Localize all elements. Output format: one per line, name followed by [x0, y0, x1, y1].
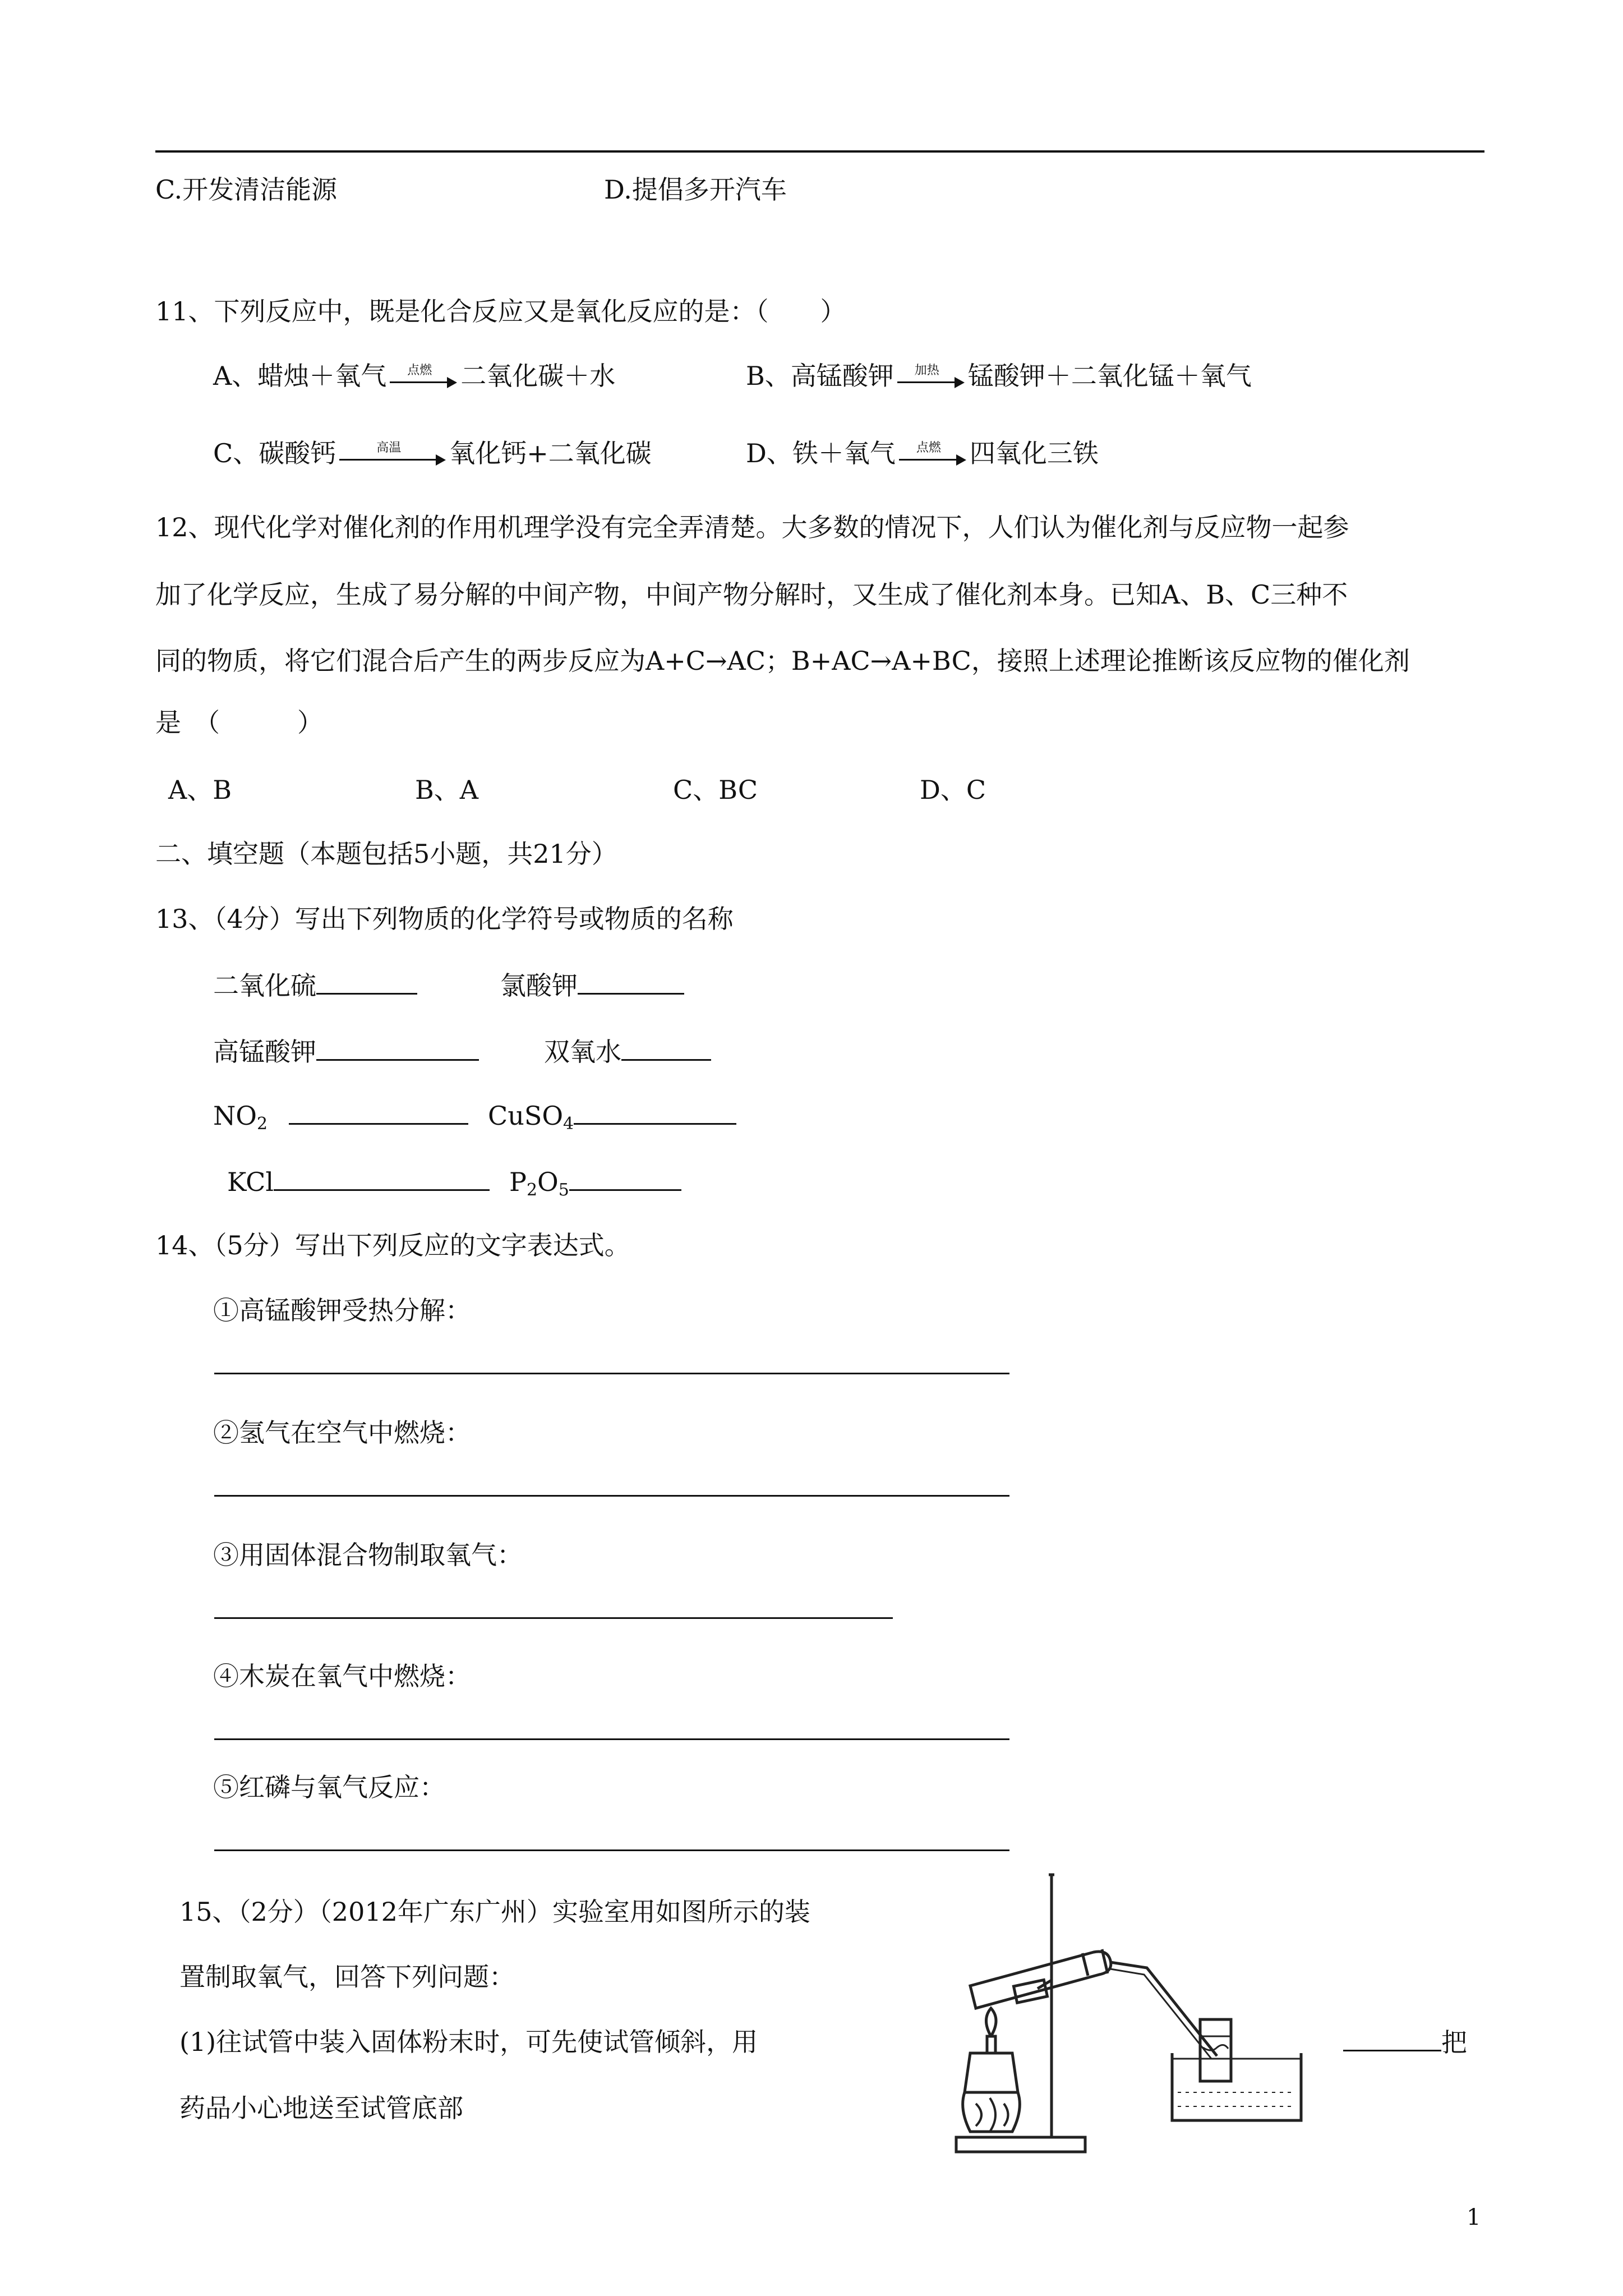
q11-option-c	[213, 436, 652, 470]
q14-stem: 14、（5分）写出下列反应的文字表达式。	[155, 1230, 630, 1260]
q13-item-3-label: 高锰酸钾	[213, 1037, 316, 1067]
q13-item-1-label: 二氧化硫	[213, 970, 316, 1001]
q13-formula-cuso4: CuSO$_4$	[488, 1101, 574, 1134]
q11-option-b	[746, 359, 1252, 393]
q12-option-b: B、A	[415, 775, 479, 805]
q15-blank-suffix: 把	[1441, 2027, 1467, 2058]
q15-line-3: (1)往试管中装入固体粉末时，可先使试管倾斜，用	[179, 2027, 758, 2057]
q13-item-5	[213, 1098, 468, 1133]
answer-line[interactable]	[214, 1617, 893, 1619]
answer-blank[interactable]	[274, 1165, 490, 1191]
answer-blank[interactable]	[316, 1034, 479, 1061]
q11-stem: 11、下列反应中，既是化合反应又是氧化反应的是：（ ）	[155, 296, 846, 326]
answer-blank[interactable]	[578, 968, 684, 995]
q13-item-6	[488, 1098, 736, 1133]
q12-line-4: 是 （ ）	[155, 707, 323, 738]
q11-option-a	[213, 359, 615, 393]
q13-item-4	[544, 1034, 711, 1069]
answer-blank[interactable]	[1343, 2025, 1441, 2051]
q13-formula-kcl: KCl	[227, 1167, 274, 1197]
q15-blank-group	[1343, 2025, 1467, 2059]
q11-d-products: 四氧化三铁	[969, 438, 1099, 468]
q11-b-reactants: B、高锰酸钾	[746, 361, 894, 391]
stand-base	[956, 2137, 1085, 2152]
q14-prompt-1: ①高锰酸钾受热分解：	[213, 1295, 471, 1326]
answer-line[interactable]	[214, 1373, 1009, 1374]
q12-option-a: A、B	[168, 775, 232, 805]
reaction-arrow-icon: 点燃	[899, 444, 966, 467]
q10-option-d: D.提倡多开汽车	[604, 174, 787, 205]
q13-item-2-label: 氯酸钾	[500, 970, 578, 1001]
q14-prompt-2: ②氢气在空气中燃烧：	[213, 1418, 471, 1448]
answer-line[interactable]	[214, 1849, 1009, 1851]
q15-line-4: 药品小心地送至试管底部	[179, 2093, 463, 2123]
q14-prompt-4: ④木炭在氧气中燃烧：	[213, 1661, 471, 1691]
answer-blank[interactable]	[574, 1098, 736, 1125]
q13-stem: 13、（4分）写出下列物质的化学符号或物质的名称	[155, 904, 734, 934]
q13-formula-p2o5: $P_2O_5$	[509, 1167, 569, 1200]
q11-c-reactants: C、碳酸钙	[213, 438, 336, 468]
q14-prompt-5: ⑤红磷与氧气反应：	[213, 1772, 445, 1802]
reaction-arrow-icon: 高温	[339, 444, 446, 467]
q11-option-d	[746, 436, 1099, 470]
oxygen-apparatus-figure	[948, 1868, 1307, 2165]
alcohol-lamp	[965, 2053, 1018, 2092]
q12-option-d: D、C	[920, 775, 986, 805]
q12-line-2: 加了化学反应，生成了易分解的中间产物，中间产物分解时，又生成了催化剂本身。已知A、B、C三种不	[155, 579, 1348, 610]
q12-line-1: 12、现代化学对催化剂的作用机理学没有完全弄清楚。大多数的情况下，人们认为催化剂与反应物一起参	[155, 512, 1349, 542]
q10-option-c: C.开发清洁能源	[155, 174, 338, 205]
q13-item-8	[509, 1165, 681, 1199]
header-rule	[155, 150, 1484, 153]
q11-b-products: 锰酸钾＋二氧化锰＋氧气	[967, 361, 1252, 391]
reaction-arrow-icon: 加热	[897, 367, 965, 389]
page-number: 1	[1467, 2205, 1481, 2230]
q13-item-1	[213, 968, 417, 1002]
q12-option-c: C、BC	[673, 775, 758, 805]
answer-blank[interactable]	[289, 1098, 468, 1125]
answer-blank[interactable]	[569, 1165, 681, 1191]
section-heading: 二、填空题（本题包括5小题，共21分）	[155, 839, 617, 869]
reaction-arrow-icon: 点燃	[390, 367, 457, 389]
q15-line-2: 置制取氧气，回答下列问题：	[179, 1962, 515, 1992]
answer-line[interactable]	[214, 1738, 1009, 1740]
q11-c-products: 氧化钙+二氧化碳	[449, 438, 652, 468]
q11-d-reactants: D、铁＋氧气	[746, 438, 896, 468]
q14-prompt-3: ③用固体混合物制取氧气：	[213, 1540, 523, 1570]
q13-item-3	[213, 1034, 479, 1069]
answer-line[interactable]	[214, 1495, 1009, 1497]
q13-item-4-label: 双氧水	[544, 1037, 621, 1067]
q12-line-3: 同的物质，将它们混合后产生的两步反应为A+C→AC；B+AC→A+BC，接照上述理论推断该反应物的催化剂	[155, 646, 1410, 676]
water-trough	[1172, 2053, 1301, 2120]
q15-line-1: 15、（2分）（2012年广东广州）实验室用如图所示的装	[179, 1897, 810, 1927]
q13-item-2	[500, 968, 684, 1002]
answer-blank[interactable]	[316, 968, 417, 995]
q13-item-7	[227, 1165, 490, 1199]
q11-a-reactants: A、蜡烛＋氧气	[213, 361, 387, 391]
q11-a-products: 二氧化碳＋水	[460, 361, 616, 391]
q13-formula-no2: $NO_2$	[213, 1101, 268, 1134]
answer-blank[interactable]	[621, 1034, 711, 1061]
